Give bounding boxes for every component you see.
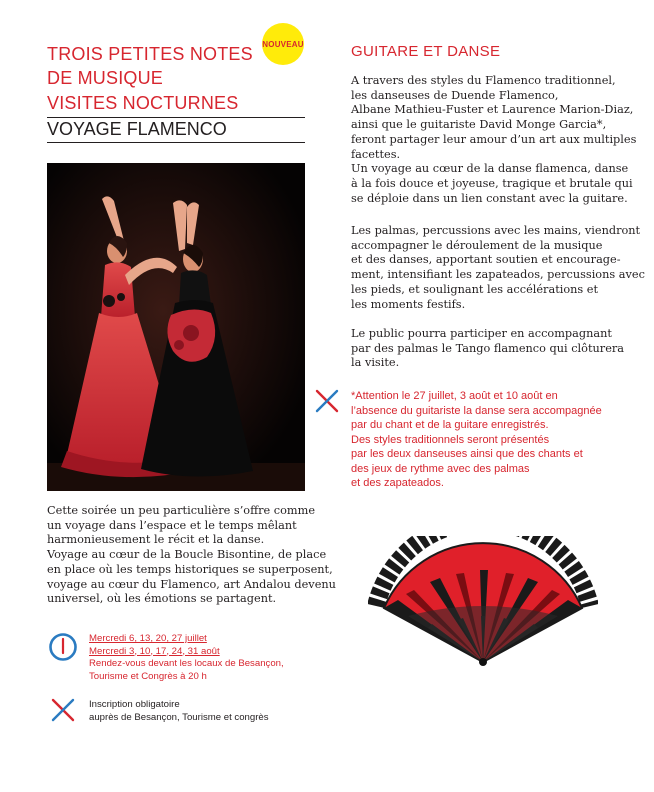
registration-block (89, 698, 269, 724)
fan-illustration (368, 536, 598, 676)
intro-line: voyage au cœur du Flamenco, art Andalou devenu (47, 577, 336, 591)
paragraph-line: facettes. (351, 147, 401, 161)
paragraph-line: les pieds, et soulignant les accélérations et (351, 282, 599, 296)
cross-icon (314, 388, 340, 414)
section-paragraph-2 (351, 224, 645, 312)
intro-line: universel, où les émotions se partagent. (47, 592, 277, 606)
intro-paragraph (47, 504, 336, 607)
subtitle: VOYAGE FLAMENCO (47, 119, 227, 139)
cross-icon (50, 697, 76, 723)
note-line: par les deux danseuses ainsi que des chants et (351, 448, 583, 460)
paragraph-line: par des palmas le Tango flamenco qui clôturera (351, 341, 625, 355)
paragraph-line: se déploie dans un lien constant avec la guitare. (351, 191, 628, 205)
paragraph-line: ainsi que le guitariste David Monge Garcia*, (351, 118, 607, 132)
paragraph-line: à la fois douce et joyeuse, tragique et brutale qui (351, 176, 633, 190)
title-line-2: DE MUSIQUE (47, 68, 164, 88)
paragraph-line: ment, intensifiant les zapateados, percussions avec (351, 268, 645, 282)
paragraph-line: les danseuses de Duende Flamenco, (351, 88, 559, 102)
section-paragraph-1 (351, 74, 636, 206)
note-line: par du chant et de la guitare enregistrés. (351, 419, 549, 431)
registration-line: auprès de Besançon, Tourisme et congrès (89, 712, 269, 723)
dates-august: Mercredi 3, 10, 17, 24, 31 août (89, 645, 220, 657)
new-badge: NOUVEAU (262, 23, 304, 65)
dancers-photo (47, 163, 305, 491)
title-line-1: TROIS PETITES NOTES (47, 44, 253, 64)
paragraph-line: Albane Mathieu-Fuster et Laurence Marion-Diaz, (351, 103, 634, 117)
clock-icon (48, 632, 78, 662)
note-line: Des styles traditionnels seront présentés (351, 433, 550, 446)
paragraph-line: les moments festifs. (351, 297, 466, 311)
paragraph-line: A travers des styles du Flamenco traditionnel, (351, 74, 616, 87)
schedule-block (89, 633, 284, 683)
intro-line: un voyage dans l’espace et le temps mêlant (47, 518, 297, 532)
note-line: *Attention le 27 juillet, 3 août et 10 août en (351, 390, 558, 402)
intro-line: harmonieusement le récit et la danse. (47, 533, 265, 547)
note-line: et des zapateados. (351, 477, 444, 489)
dates-july: Mercredi 6, 13, 20, 27 juillet (89, 633, 207, 644)
meeting-line: Tourisme et Congrès à 20 h (89, 670, 207, 682)
paragraph-line: Un voyage au cœur de la danse flamenca, danse (351, 162, 629, 176)
paragraph-line: la visite. (351, 356, 400, 370)
guitarist-note (351, 389, 602, 491)
paragraph-line: Les palmas, percussions avec les mains, viendront (351, 224, 641, 237)
paragraph-line: Le public pourra participer en accompagnant (351, 327, 612, 340)
registration-line: Inscription obligatoire (89, 699, 180, 710)
note-line: l’absence du guitariste la danse sera accompagnée (351, 404, 602, 417)
intro-line: Voyage au cœur de la Boucle Bisontine, de place (47, 548, 327, 562)
note-line: des jeux de rythme avec des palmas (351, 462, 530, 475)
paragraph-line: feront partager leur amour d’un art aux multiples (351, 132, 637, 146)
section-title: GUITARE ET DANSE (351, 43, 501, 60)
title-divider-bottom (47, 142, 305, 143)
intro-line: Cette soirée un peu particulière s’offre comme (47, 504, 316, 517)
section-paragraph-3 (351, 327, 624, 371)
title-line-3: VISITES NOCTURNES (47, 93, 239, 113)
meeting-line: Rendez-vous devant les locaux de Besançon, (89, 658, 284, 669)
paragraph-line: accompagner le déroulement de la musique (351, 238, 603, 252)
intro-line: en place où les temps historiques se superposent, (47, 562, 333, 576)
paragraph-line: et des danses, apportant soutien et encourage- (351, 253, 621, 267)
